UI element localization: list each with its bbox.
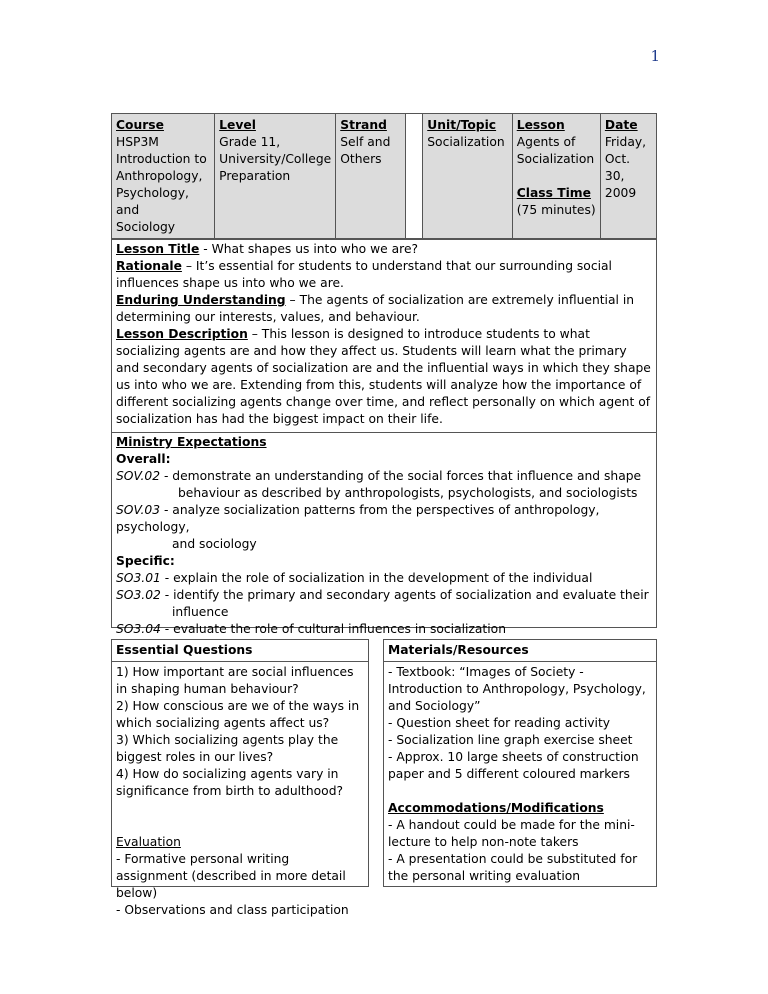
enduring-understanding: Enduring Understanding – The agents of socialization are extremely influential in determining our interests, values, and behaviour. xyxy=(116,293,635,324)
question-item: 2) How conscious are we of the ways in which socializing agents affect us? xyxy=(116,699,360,730)
course-line: HSP3M xyxy=(116,135,159,149)
evaluation-item: - Formative personal writing assignment (described in more detail below) xyxy=(116,852,346,900)
lesson-title: Lesson Title - What shapes us into who we are? xyxy=(116,242,419,256)
material-item: - Textbook: “Images of Society - Introduction to Anthropology, Psychology, and Sociology” xyxy=(388,665,646,713)
material-item: - Question sheet for reading activity xyxy=(388,716,611,730)
lesson-line: Agents of xyxy=(516,135,576,149)
level-cell xyxy=(215,114,336,240)
lesson-header-table xyxy=(111,113,657,240)
materials-box xyxy=(383,639,657,887)
course-line: Introduction to xyxy=(116,152,207,166)
accommodation-item: - A handout could be made for the mini-lecture to help non-note takers xyxy=(388,818,635,849)
rationale: Rationale – It’s essential for students to understand that our surrounding social influences shape us into who we are. xyxy=(116,259,612,290)
ministry-expectations-section xyxy=(112,433,656,639)
expectation-item: SO3.01 - explain the role of socialization in the development of the individual xyxy=(116,571,593,585)
level-line: Grade 11, xyxy=(219,135,281,149)
spacer-cell xyxy=(406,114,423,240)
material-item: - Approx. 10 large sheets of construction paper and 5 different coloured markers xyxy=(388,750,639,781)
accommodations-label: Accommodations/Modifications xyxy=(388,801,604,815)
lesson-overview-section xyxy=(112,239,656,433)
evaluation-item: - Observations and class participation xyxy=(116,903,349,917)
level-line: Preparation xyxy=(219,169,291,183)
lesson-cell xyxy=(512,114,600,240)
date-line: Friday, xyxy=(604,135,647,149)
lesson-description: Lesson Description – This lesson is designed to introduce students to what socializing agents are and how they affect us. Students will learn what the primary and secondary agents of socialization are and the influential ways in which they shape us into who we are. Extending from this, students will analyze how the importance of different socializing agents change over time, and reflect personally on which agent of socialization has had the biggest impact on their life. xyxy=(116,327,651,426)
material-item: - Socialization line graph exercise sheet xyxy=(388,733,633,747)
strand-label: Strand xyxy=(340,118,387,132)
course-line: Anthropology, xyxy=(116,169,203,183)
expectation-item: SO3.04 - evaluate the role of cultural influences in socialization xyxy=(116,622,506,636)
question-item: 1) How important are social influences in shaping human behaviour? xyxy=(116,665,354,696)
course-line: Psychology, and xyxy=(116,186,189,217)
evaluation-label: Evaluation xyxy=(116,835,181,849)
unit-line: Socialization xyxy=(427,135,505,149)
expectation-item-cont: behaviour as described by anthropologists, psychologists, and sociologists xyxy=(178,486,638,500)
materials-label: Materials/Resources xyxy=(384,640,656,662)
overall-label: Overall: xyxy=(116,452,171,466)
specific-label: Specific: xyxy=(116,554,175,568)
expectation-item: SO3.02 - identify the primary and secondary agents of socialization and evaluate their xyxy=(116,588,649,602)
unit-label: Unit/Topic xyxy=(427,118,497,132)
lesson-label: Lesson xyxy=(516,118,565,132)
class-time-label: Class Time xyxy=(516,186,591,200)
level-label: Level xyxy=(219,118,256,132)
ministry-label: Ministry Expectations xyxy=(116,435,267,449)
strand-line: Self and xyxy=(340,135,391,149)
expectation-item: SOV.02 - demonstrate an understanding of the social forces that influence and shape xyxy=(116,469,642,483)
lesson-details-box xyxy=(111,238,657,636)
course-line: Sociology xyxy=(116,220,176,234)
unit-cell xyxy=(423,114,512,240)
date-label: Date xyxy=(604,118,638,132)
expectation-item: SOV.03 - analyze socialization patterns from the perspectives of anthropology, psychology, xyxy=(116,503,600,534)
date-cell xyxy=(600,114,656,240)
strand-cell xyxy=(336,114,406,240)
page-number: 1 xyxy=(650,47,660,65)
accommodation-item: - A presentation could be substituted for the personal writing evaluation xyxy=(388,852,638,883)
course-cell xyxy=(112,114,215,240)
strand-line: Others xyxy=(340,152,382,166)
date-line: 2009 xyxy=(604,186,637,200)
class-time-value: (75 minutes) xyxy=(516,203,596,217)
essential-questions-label: Essential Questions xyxy=(112,640,368,662)
lesson-line: Socialization xyxy=(516,152,595,166)
question-item: 3) Which socializing agents play the biggest roles in our lives? xyxy=(116,733,339,764)
course-label: Course xyxy=(116,118,164,132)
date-line: Oct. 30, xyxy=(604,152,631,183)
expectation-item-cont: influence xyxy=(172,605,229,619)
question-item: 4) How do socializing agents vary in significance from birth to adulthood? xyxy=(116,767,344,798)
level-line: University/College xyxy=(219,152,332,166)
expectation-item-cont: and sociology xyxy=(172,537,257,551)
essential-questions-box xyxy=(111,639,369,917)
